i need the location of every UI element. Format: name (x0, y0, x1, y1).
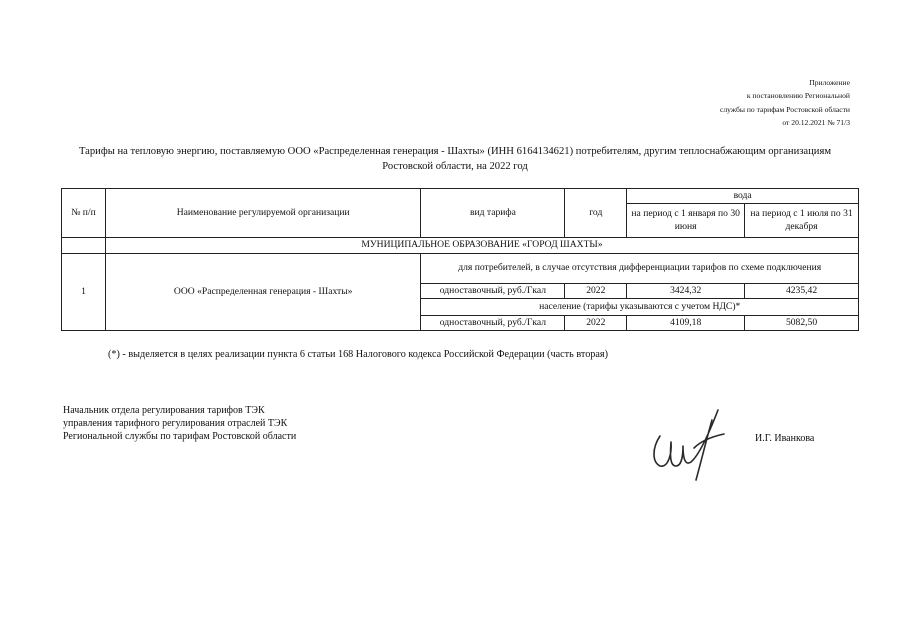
section-1-year: 2022 (565, 284, 627, 299)
header-organization: Наименование регулируемой организации (105, 189, 421, 238)
appendix-line-1: Приложение (809, 78, 850, 87)
header-period-2: на период с 1 июля по 31 декабря (745, 204, 859, 238)
section-2-label: население (тарифы указываются с учетом НДС)* (421, 299, 859, 316)
signature-line-3: Региональной службы по тарифам Ростовской области (63, 430, 297, 442)
section-2-period-1-value: 4109,18 (627, 316, 745, 331)
header-period-1: на период с 1 января по 30 июня (627, 204, 745, 238)
organization-name: ООО «Распределенная генерация - Шахты» (105, 254, 421, 331)
section-1-label: для потребителей, в случае отсутствия дифференциации тарифов по схеме подключения (421, 254, 859, 284)
section-1-period-1-value: 3424,32 (627, 284, 745, 299)
section-1-label-row (62, 254, 859, 284)
municipality-name: МУНИЦИПАЛЬНОЕ ОБРАЗОВАНИЕ «ГОРОД ШАХТЫ» (105, 238, 858, 254)
footnote: (*) - выделяется в целях реализации пункта 6 статьи 168 Налогового кодекса Российской Федерации (часть вторая) (108, 349, 608, 360)
row-number: 1 (62, 254, 106, 331)
header-tariff-type: вид тарифа (421, 189, 565, 238)
section-2-year: 2022 (565, 316, 627, 331)
tariff-table (61, 188, 859, 331)
header-num: № п/п (62, 189, 106, 238)
signature-line-1: Начальник отдела регулирования тарифов ТЭК (63, 405, 265, 416)
table-header-row-1 (62, 189, 859, 204)
header-group-water: вода (627, 189, 859, 204)
appendix-line-3: службы по тарифам Ростовской области (719, 104, 850, 114)
section-2-tariff-type: одноставочный, руб./Гкал (421, 316, 565, 331)
signature-line-2: управления тарифного регулирования отраслей ТЭК (63, 417, 288, 429)
section-1-tariff-type: одноставочный, руб./Гкал (421, 284, 565, 299)
municipality-empty-cell (62, 238, 106, 254)
section-1-period-2-value: 4235,42 (745, 284, 859, 299)
handwritten-signature (638, 396, 738, 496)
signer-name: И.Г. Иванкова (755, 433, 815, 444)
header-year: год (565, 189, 627, 238)
document-title: Тарифы на тепловую энергию, поставляемую ООО «Распределенная генерация - Шахты» (ИНН 6164134621) потребителям, другим теплоснабжающим организациям Ростовской области, на 2022 год (78, 146, 832, 172)
appendix-line-4: от 20.12.2021 № 71/3 (782, 118, 850, 128)
municipality-row (62, 238, 859, 254)
section-2-period-2-value: 5082,50 (745, 316, 859, 331)
appendix-header (590, 76, 850, 130)
signature-block (63, 405, 296, 443)
appendix-line-2: к постановлению Региональной (746, 91, 850, 101)
